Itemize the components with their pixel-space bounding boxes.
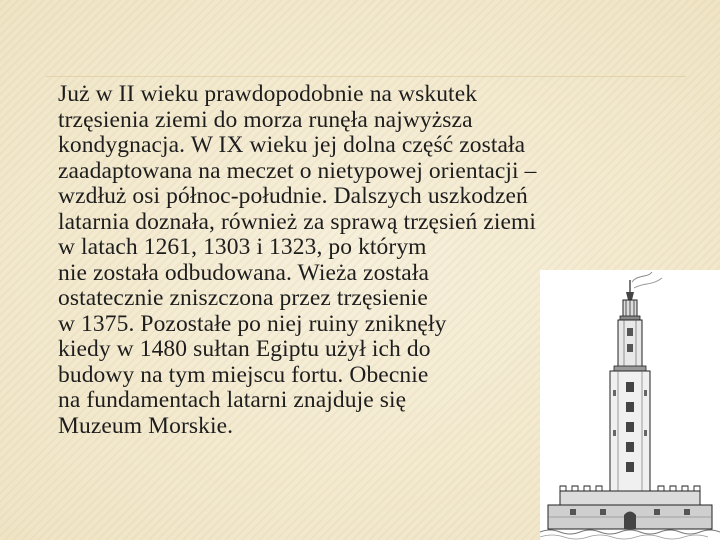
text-line: trzęsienia ziemi do morza runęła najwyższa [58,106,473,133]
text-line: na fundamentach latarni znajduje się [58,387,407,413]
text-line: nie została odbudowana. Wieża została [58,259,429,286]
text-line: w 1375. Pozostałe po niej ruiny zniknęły [58,310,447,337]
text-line: wzdłuż osi północ-południe. Dalszych uszkodzeń [58,183,528,209]
text-line: kiedy w 1480 sułtan Egiptu użył ich do [58,336,431,362]
lighthouse-illustration [540,270,720,540]
text-line: Już w II wieku prawdopodobnie na wskutek [58,81,478,107]
text-line: ostatecznie zniszczona przez trzęsienie [58,285,428,311]
text-line: budowy na tym miejscu fortu. Obecnie [58,361,429,388]
text-line: kondygnacja. W IX wieku jej dolna część została [58,132,526,158]
text-line: zaadaptowana na meczet o nietypowej orientacji – [58,157,537,184]
text-line: Muzeum Morskie. [58,412,234,439]
header-divider [46,76,686,77]
lighthouse-drawing [540,270,720,540]
text-line: w latach 1261, 1303 i 1323, po którym [58,234,427,260]
text-line: latarnia doznała, również za sprawą trzęsień ziemi [58,208,537,235]
